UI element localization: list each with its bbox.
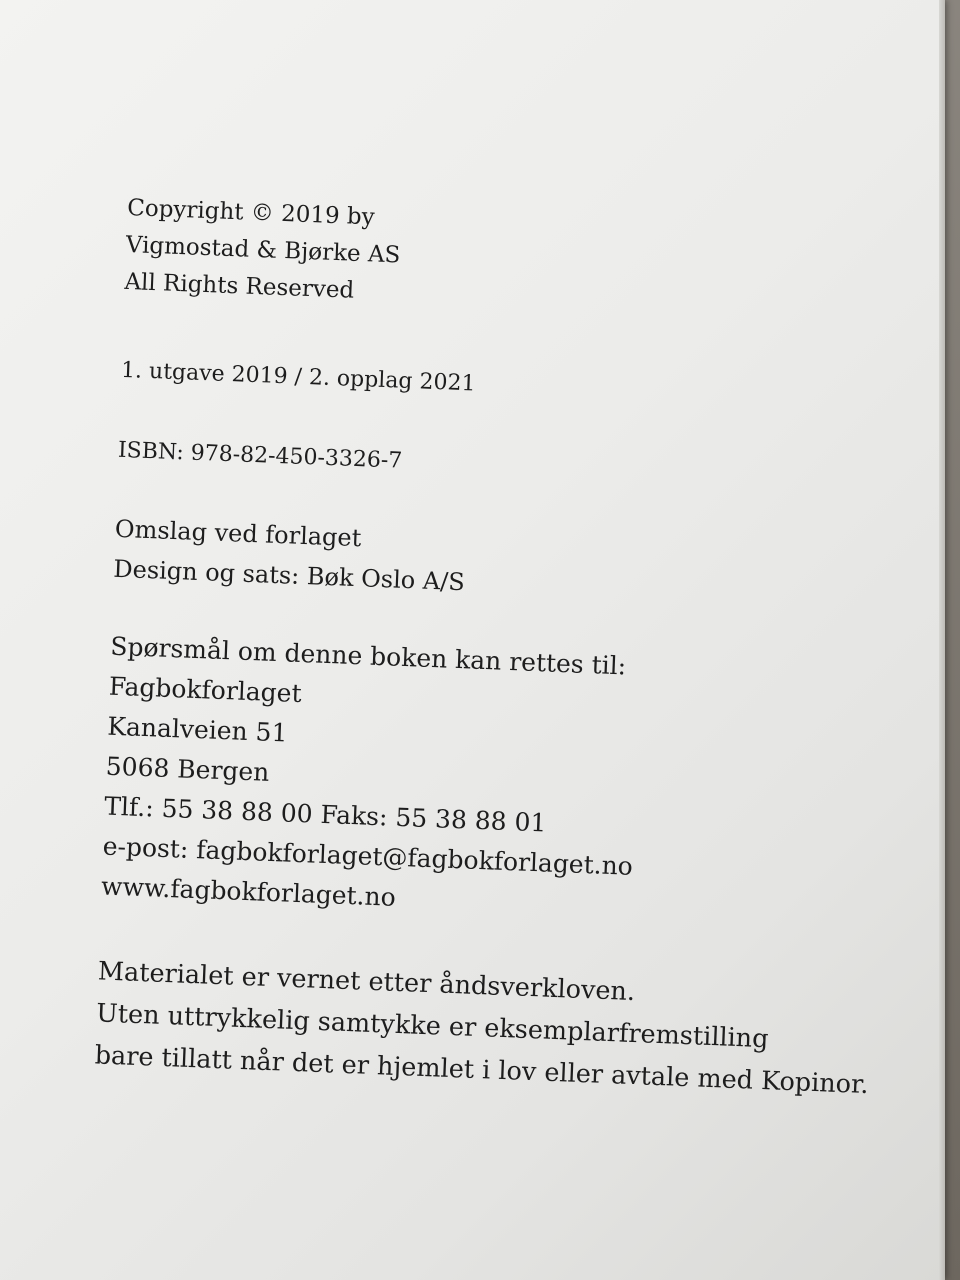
edition-text: 1. utgave 2019 / 2. opplag 2021 xyxy=(120,357,476,397)
isbn-block xyxy=(117,431,898,501)
contact-block xyxy=(100,627,890,937)
legal-block xyxy=(94,950,878,1106)
design-credit: Design og sats: Bøk Oslo A/S xyxy=(112,554,466,597)
page-edge xyxy=(939,0,945,1280)
street-address: Kanalveien 51 xyxy=(106,711,288,748)
isbn-text: ISBN: 978-82-450-3326-7 xyxy=(117,437,403,474)
copyright-holder: Vigmostad & Bjørke AS xyxy=(125,231,401,269)
phone-fax: Tlf.: 55 38 88 00 Faks: 55 38 88 01 xyxy=(103,791,547,838)
website: www.fagbokforlaget.no xyxy=(100,871,397,912)
cover-credit: Omslag ved forlaget xyxy=(114,514,362,553)
postal-city: 5068 Bergen xyxy=(105,751,270,787)
copyright-line: Copyright © 2019 by xyxy=(126,194,376,231)
legal-line-1: Materialet er vernet etter åndsverkloven. xyxy=(97,956,636,1008)
copyright-block xyxy=(124,190,908,331)
edition-block xyxy=(120,351,901,421)
publisher-name: Fagbokforlaget xyxy=(108,671,303,709)
legal-line-2: Uten uttrykkelig samtykke er eksemplarfremstilling xyxy=(95,998,770,1055)
rights-reserved: All Rights Reserved xyxy=(123,268,355,304)
email-address: e-post: fagbokforlaget@fagbokforlaget.no xyxy=(102,831,634,881)
credits-block xyxy=(113,509,895,619)
colophon xyxy=(94,190,907,1106)
contact-intro: Spørsmål om denne boken kan rettes til: xyxy=(109,631,627,681)
legal-line-3: bare tillatt når det er hjemlet i lov eller avtale med Kopinor. xyxy=(94,1040,870,1101)
